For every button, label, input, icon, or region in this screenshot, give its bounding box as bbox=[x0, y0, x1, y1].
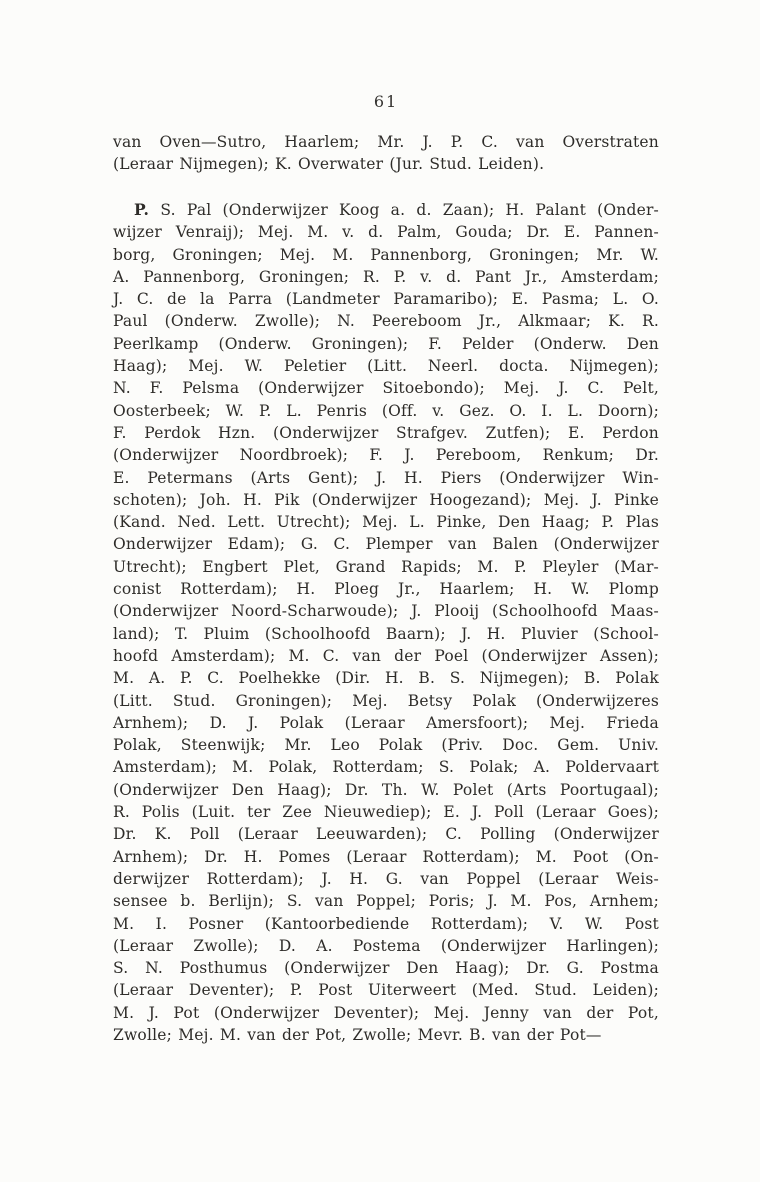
text-line: derwijzer Rotterdam); J. H. G. van Poppel (Leraar Weis- bbox=[113, 869, 659, 888]
text-line: wijzer Venraij); Mej. M. v. d. Palm, Gouda; Dr. E. Pannen- bbox=[113, 223, 659, 242]
text-line: van Oven—Sutro, Haarlem; Mr. J. P. C. van Overstraten bbox=[113, 133, 659, 151]
text-line: N. F. Pelsma (Onderwijzer Sitoebondo); Mej. J. C. Pelt, bbox=[113, 379, 659, 398]
text-line: F. Perdok Hzn. (Onderwijzer Strafgev. Zutfen); E. Perdon bbox=[113, 423, 659, 442]
section-lead-letter: P. bbox=[134, 200, 150, 219]
text-line: borg, Groningen; Mej. M. Pannenborg, Groningen; Mr. W. bbox=[113, 245, 659, 264]
text-line: Arnhem); D. J. Polak (Leraar Amersfoort); Mej. Frieda bbox=[113, 713, 659, 732]
text-line: (Kand. Ned. Lett. Utrecht); Mej. L. Pinke, Den Haag; P. Plas bbox=[113, 513, 659, 532]
text-line: land); T. Pluim (Schoolhoofd Baarn); J. H. Pluvier (School- bbox=[113, 624, 659, 643]
text-line: sensee b. Berlijn); S. van Poppel; Poris; J. M. Pos, Arnhem; bbox=[113, 892, 659, 911]
text-line: (Onderwijzer Den Haag); Dr. Th. W. Polet (Arts Poortugaal); bbox=[113, 780, 659, 799]
page-number: 61 bbox=[373, 92, 399, 111]
text-line: Peerlkamp (Onderw. Groningen); F. Pelder (Onderw. Den bbox=[113, 334, 659, 353]
text-line: schoten); Joh. H. Pik (Onderwijzer Hoogezand); Mej. J. Pinke bbox=[113, 490, 659, 509]
text-line: Dr. K. Poll (Leraar Leeuwarden); C. Polling (Onderwijzer bbox=[113, 825, 659, 844]
text-line: Zwolle; Mej. M. van der Pot, Zwolle; Mevr. B. van der Pot— bbox=[113, 1025, 602, 1044]
text-line: Arnhem); Dr. H. Pomes (Leraar Rotterdam); M. Poot (On- bbox=[113, 847, 659, 866]
text-line: M. J. Pot (Onderwijzer Deventer); Mej. Jenny van der Pot, bbox=[113, 1003, 659, 1022]
text-line: E. Petermans (Arts Gent); J. H. Piers (Onderwijzer Win- bbox=[113, 468, 659, 487]
text-line: (Leraar Deventer); P. Post Uiterweert (Med. Stud. Leiden); bbox=[113, 981, 659, 1000]
text-line: S. N. Posthumus (Onderwijzer Den Haag); Dr. G. Postma bbox=[113, 959, 659, 978]
paragraph-section-p bbox=[113, 199, 659, 1046]
text-line: (Leraar Zwolle); D. A. Postema (Onderwijzer Harlingen); bbox=[113, 936, 659, 955]
text-line: J. C. de la Parra (Landmeter Paramaribo); E. Pasma; L. O. bbox=[113, 290, 659, 309]
text-line: P. S. Pal (Onderwijzer Koog a. d. Zaan); H. Palant (Onder- bbox=[134, 200, 659, 219]
text-line: Amsterdam); M. Polak, Rotterdam; S. Polak; A. Poldervaart bbox=[113, 758, 659, 777]
text-line: (Onderwijzer Noord-Scharwoude); J. Plooij (Schoolhoofd Maas- bbox=[113, 602, 659, 621]
text-line: Haag); Mej. W. Peletier (Litt. Neerl. docta. Nijmegen); bbox=[113, 357, 659, 376]
text-line: A. Pannenborg, Groningen; R. P. v. d. Pant Jr., Amsterdam; bbox=[113, 267, 659, 286]
text-line: (Onderwijzer Noordbroek); F. J. Pereboom, Renkum; Dr. bbox=[113, 446, 659, 465]
text-line: R. Polis (Luit. ter Zee Nieuwediep); E. J. Poll (Leraar Goes); bbox=[113, 803, 659, 822]
text-line: hoofd Amsterdam); M. C. van der Poel (Onderwijzer Assen); bbox=[113, 646, 659, 665]
text-line: Polak, Steenwijk; Mr. Leo Polak (Priv. Doc. Gem. Univ. bbox=[113, 736, 659, 755]
text-line: Paul (Onderw. Zwolle); N. Peereboom Jr., Alkmaar; K. R. bbox=[113, 312, 659, 331]
text-line: (Litt. Stud. Groningen); Mej. Betsy Polak (Onderwijzeres bbox=[113, 691, 659, 710]
text-line: Onderwijzer Edam); G. C. Plemper van Balen (Onderwijzer bbox=[113, 535, 659, 554]
paragraph-continuation bbox=[113, 131, 659, 176]
text-line: Utrecht); Engbert Plet, Grand Rapids; M. P. Pleyler (Mar- bbox=[113, 557, 659, 576]
text-line: (Leraar Nijmegen); K. Overwater (Jur. Stud. Leiden). bbox=[113, 155, 545, 174]
text-line: M. I. Posner (Kantoorbediende Rotterdam); V. W. Post bbox=[113, 914, 659, 933]
text-line: Oosterbeek; W. P. L. Penris (Off. v. Gez. O. I. L. Doorn); bbox=[113, 401, 659, 420]
text-line: M. A. P. C. Poelhekke (Dir. H. B. S. Nijmegen); B. Polak bbox=[113, 669, 659, 688]
text-line: conist Rotterdam); H. Ploeg Jr., Haarlem; H. W. Plomp bbox=[113, 580, 659, 599]
